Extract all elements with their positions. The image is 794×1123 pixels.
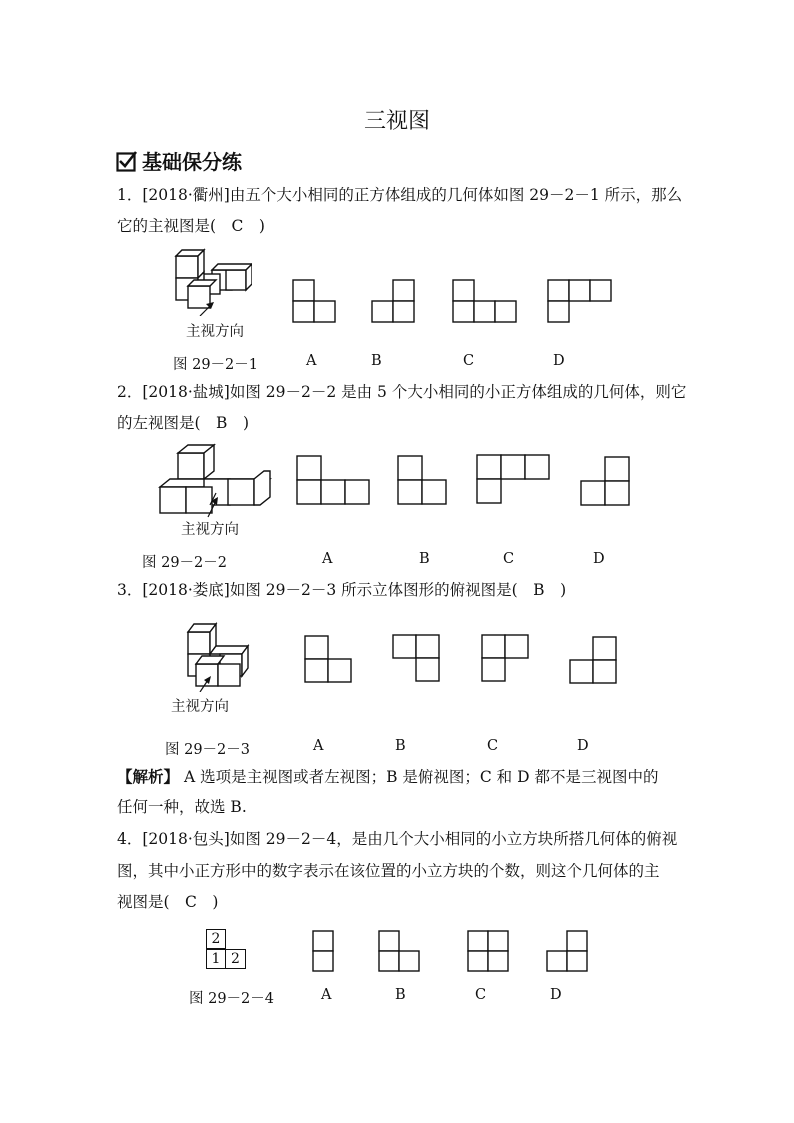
question-1-direction-label: 主视方向 xyxy=(186,324,244,340)
question-4-option-d: D xyxy=(550,987,562,1003)
question-3-option-c: C xyxy=(487,738,499,754)
question-3-option-c-figure xyxy=(481,634,529,682)
question-3-option-a: A xyxy=(313,738,324,754)
question-3-option-d-figure xyxy=(569,636,617,684)
analysis-text: A 选项是主视图或者左视图；B 是俯视图；C 和 D 都不是三视图中的 xyxy=(179,768,659,786)
question-2-option-a: A xyxy=(322,551,333,567)
question-3-figure-caption: 图 29－2－3 xyxy=(165,742,251,758)
question-2-line-2: 的左视图是( B ) xyxy=(117,414,249,432)
question-3-option-b: B xyxy=(395,738,406,754)
question-2-option-c: C xyxy=(503,551,515,567)
question-2-option-b-figure xyxy=(397,455,447,505)
question-2-line-1: 2．[2018·盐城]如图 29－2－2 是由 5 个大小相同的小正方体组成的几何体，则它 xyxy=(117,383,687,401)
section-heading xyxy=(116,146,242,175)
question-2-figure-caption: 图 29－2－2 xyxy=(142,555,228,571)
question-1-solid-figure xyxy=(162,246,252,316)
question-3-option-d: D xyxy=(577,738,589,754)
question-3-analysis-line-1 xyxy=(117,761,658,793)
grid-cell: 2 xyxy=(226,949,246,969)
question-4-line-3: 视图是( C ) xyxy=(117,893,219,911)
checkbox-checked-icon xyxy=(116,150,138,172)
question-3-option-b-figure xyxy=(392,634,440,682)
question-1-line-2: 它的主视图是( C ) xyxy=(117,217,265,235)
question-4-option-a: A xyxy=(321,987,332,1003)
question-2-option-a-figure xyxy=(296,455,372,505)
question-1-option-c-figure xyxy=(452,279,518,323)
section-label: 基础保分练 xyxy=(142,150,242,174)
question-1-option-c: C xyxy=(463,353,475,369)
question-3-solid-figure xyxy=(182,620,254,692)
page-title: 三视图 xyxy=(363,109,430,134)
question-4-line-2: 图，其中小正方形中的数字表示在该位置的小立方块的个数，则这个几何体的主 xyxy=(117,862,660,880)
question-3-direction-label: 主视方向 xyxy=(171,699,229,715)
question-1-line-1: 1．[2018·衢州]由五个大小相同的正方体组成的几何体如图 29－2－1 所示，那么 xyxy=(117,186,683,204)
question-1-option-a-figure xyxy=(292,279,336,323)
question-4-option-b-figure xyxy=(378,930,420,972)
analysis-tag: 【解析】 xyxy=(117,767,180,786)
question-4-line-1: 4．[2018·包头]如图 29－2－4，是由几个大小相同的小立方块所搭几何体的俯视 xyxy=(117,830,678,848)
question-4-top-view-grid xyxy=(206,929,248,971)
question-2-option-d-figure xyxy=(580,456,630,506)
question-1-option-b-figure xyxy=(371,279,415,323)
question-3-analysis-line-2: 任何一种，故选 B. xyxy=(117,798,247,816)
question-1-option-a: A xyxy=(306,353,317,369)
question-4-option-a-figure xyxy=(312,930,334,972)
question-2-option-b: B xyxy=(419,551,430,567)
grid-cell: 2 xyxy=(206,929,226,949)
question-4-figure-caption: 图 29－2－4 xyxy=(189,991,275,1007)
question-3-option-a-figure xyxy=(304,635,352,683)
question-2-direction-label: 主视方向 xyxy=(181,522,239,538)
question-1-option-d: D xyxy=(553,353,565,369)
question-4-option-d-figure xyxy=(546,930,588,972)
question-1-figure-caption: 图 29－2－1 xyxy=(173,357,259,373)
question-2-solid-figure xyxy=(158,443,278,523)
question-2-option-d: D xyxy=(593,551,605,567)
question-4-option-c: C xyxy=(475,987,487,1003)
question-1-option-b: B xyxy=(371,353,382,369)
question-1-option-d-figure xyxy=(547,279,613,323)
question-4-option-c-figure xyxy=(467,930,509,972)
question-2-option-c-figure xyxy=(476,454,552,504)
question-4-option-b: B xyxy=(395,987,406,1003)
grid-cell: 1 xyxy=(206,949,226,969)
question-3-line-1: 3．[2018·娄底]如图 29－2－3 所示立体图形的俯视图是( B ) xyxy=(117,581,567,599)
